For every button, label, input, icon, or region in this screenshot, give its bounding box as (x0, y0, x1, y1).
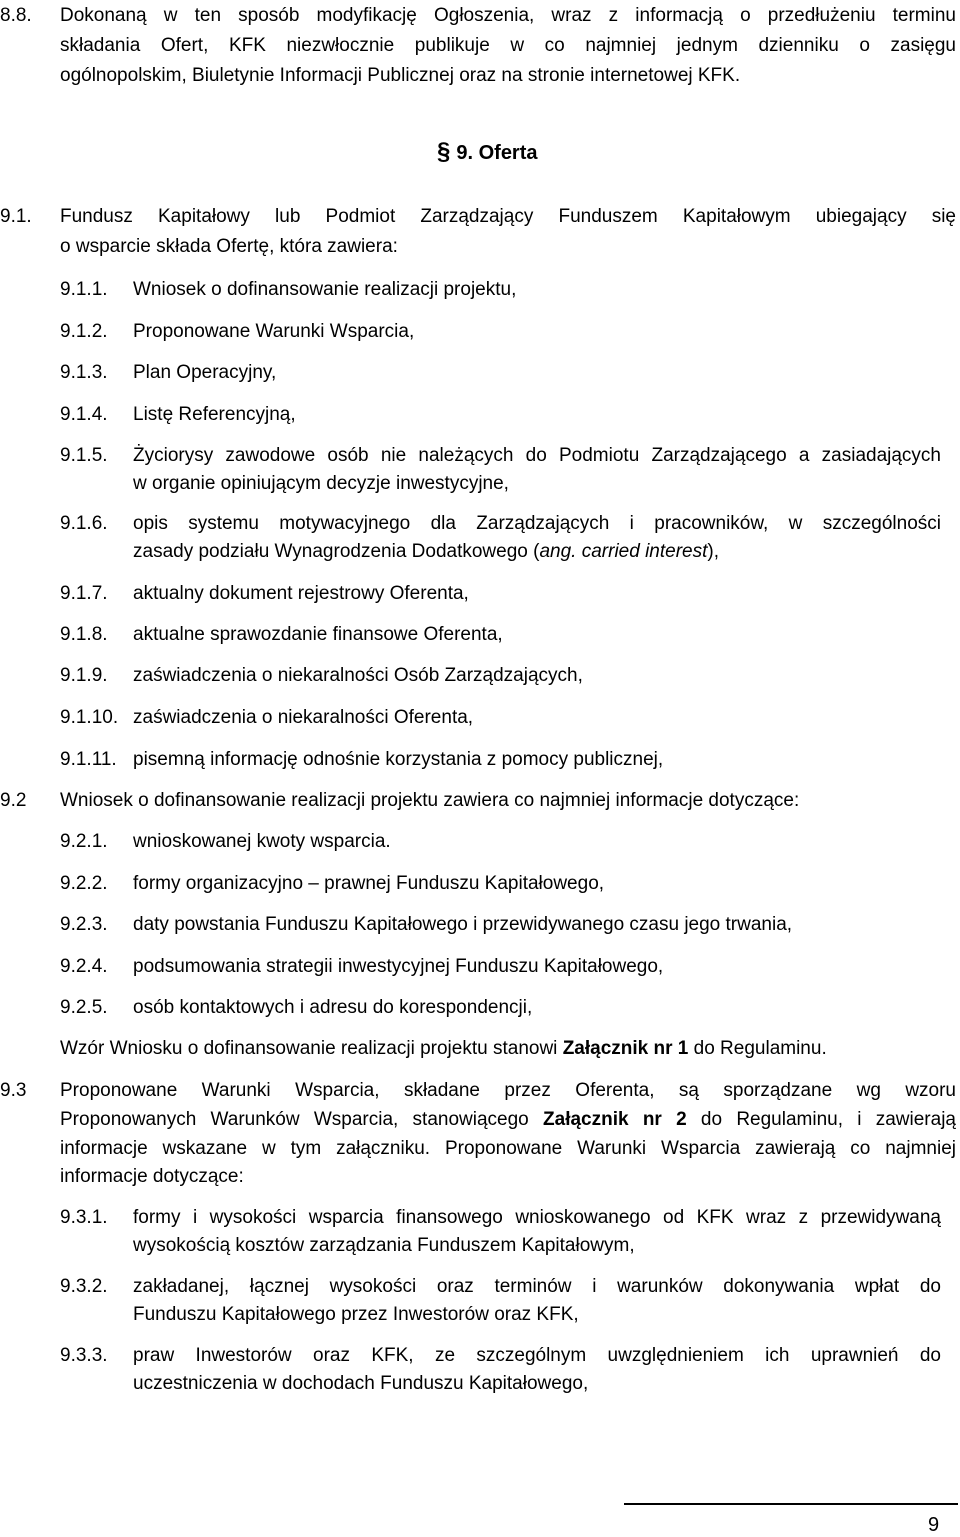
paragraph-line: Wniosek o dofinansowanie realizacji projektu zawiera co najmniej informacje dotyczące: (60, 790, 800, 811)
paragraph-line: Wzór Wniosku o dofinansowanie realizacji projektu stanowi Załącznik nr 1 do Regulaminu. (60, 1038, 827, 1059)
list-item-text: zaświadczenia o niekaralności Osób Zarządzających, (133, 665, 583, 686)
list-item-text: daty powstania Funduszu Kapitałowego i przewidywanego czasu jego trwania, (133, 914, 793, 935)
list-item-text: uczestniczenia w dochodach Funduszu Kapitałowego, (133, 1373, 589, 1394)
list-item-text: Listę Referencyjną, (133, 404, 296, 425)
list-item-text: pisemną informację odnośnie korzystania z pomocy publicznej, (133, 749, 664, 770)
list-item-text: formy i wysokości wsparcia finansowego wnioskowanego od KFK wraz z przewidywaną (133, 1207, 941, 1228)
list-item-text: aktualny dokument rejestrowy Oferenta, (133, 583, 469, 604)
list-item-number: 9.1.2. (60, 321, 108, 342)
list-item-number: 9.3.2. (60, 1276, 108, 1297)
list-item-number: 9.1.3. (60, 362, 108, 383)
list-item-number: 9.2.2. (60, 873, 108, 894)
list-item-number: 9.1.11. (60, 749, 117, 770)
list-item-text: osób kontaktowych i adresu do korespondencji, (133, 997, 533, 1018)
paragraph-line: informacje dotyczące: (60, 1166, 244, 1187)
paragraph-line: o wsparcie składa Ofertę, która zawiera: (60, 236, 398, 257)
list-item-text: wnioskowanej kwoty wsparcia. (133, 831, 391, 852)
paragraph-line: Proponowane Warunki Wsparcia, składane przez Oferenta, są sporządzane wg wzoru (60, 1080, 956, 1101)
list-item-text: zakładanej, łącznej wysokości oraz terminów i warunków dokonywania wpłat do (133, 1276, 941, 1297)
list-item-number: 9.1.4. (60, 404, 108, 425)
list-item-text: formy organizacyjno – prawnej Funduszu Kapitałowego, (133, 873, 605, 894)
list-item-text: Proponowane Warunki Wsparcia, (133, 321, 415, 342)
list-item-number: 9.1.8. (60, 624, 108, 645)
list-item-text: w organie opiniującym decyzje inwestycyjne, (133, 473, 509, 494)
list-item-text: Życiorysy zawodowe osób nie należących do Podmiotu Zarządzającego a zasiadających (133, 445, 941, 466)
section-number: 9.3 (0, 1080, 27, 1101)
paragraph-line: składania Ofert, KFK niezwłocznie publikuje w co najmniej jednym dzienniku o zasięgu (60, 35, 956, 56)
list-item-number: 9.3.1. (60, 1207, 108, 1228)
list-item-number: 9.3.3. (60, 1345, 108, 1366)
list-item-number: 9.1.10. (60, 707, 119, 728)
page-number: 9 (928, 1514, 940, 1536)
footer-rule (624, 1503, 958, 1505)
list-item-text: aktualne sprawozdanie finansowe Oferenta, (133, 624, 503, 645)
list-item-number: 9.1.9. (60, 665, 108, 686)
list-item-number: 9.1.7. (60, 583, 108, 604)
list-item-number: 9.2.1. (60, 831, 108, 852)
list-item-number: 9.2.5. (60, 997, 108, 1018)
section-heading-text: 9. Oferta (456, 142, 538, 164)
list-item-text: wysokością kosztów zarządzania Funduszem Kapitałowym, (133, 1235, 635, 1256)
list-item-text: opis systemu motywacyjnego dla Zarządzających i pracowników, w szczególności (133, 513, 941, 534)
paragraph-line: informacje wskazane w tym załączniku. Proponowane Warunki Wsparcia zawierają co najmniej (60, 1138, 956, 1159)
list-item-text: Plan Operacyjny, (133, 362, 277, 383)
list-item-text: podsumowania strategii inwestycyjnej Funduszu Kapitałowego, (133, 956, 664, 977)
paragraph-line: Dokonaną w ten sposób modyfikację Ogłoszenia, wraz z informacją o przedłużeniu terminu (60, 5, 956, 26)
list-item-number: 9.1.6. (60, 513, 108, 534)
section-symbol: § (437, 138, 451, 165)
list-item-number: 9.2.3. (60, 914, 108, 935)
section-number: 9.2 (0, 790, 27, 811)
list-item-text: Funduszu Kapitałowego przez Inwestorów oraz KFK, (133, 1304, 579, 1325)
section-heading (437, 139, 538, 166)
list-item-text: praw Inwestorów oraz KFK, ze szczególnym uwzględnieniem ich uprawnień do (133, 1345, 941, 1366)
paragraph-line: ogólnopolskim, Biuletynie Informacji Publicznej oraz na stronie internetowej KFK. (60, 65, 741, 86)
list-item-number: 9.2.4. (60, 956, 108, 977)
section-number: 9.1. (0, 206, 32, 227)
list-item-text: zasady podziału Wynagrodzenia Dodatkowego (ang. carried interest), (133, 541, 720, 562)
list-item-number: 9.1.1. (60, 279, 108, 300)
paragraph-line: Proponowanych Warunków Wsparcia, stanowiącego Załącznik nr 2 do Regulaminu, i zawierają (60, 1109, 956, 1130)
list-item-text: Wniosek o dofinansowanie realizacji projektu, (133, 279, 517, 300)
list-item-number: 9.1.5. (60, 445, 108, 466)
paragraph-line: Fundusz Kapitałowy lub Podmiot Zarządzający Funduszem Kapitałowym ubiegający się (60, 206, 956, 227)
section-number: 8.8. (0, 5, 32, 26)
list-item-text: zaświadczenia o niekaralności Oferenta, (133, 707, 474, 728)
